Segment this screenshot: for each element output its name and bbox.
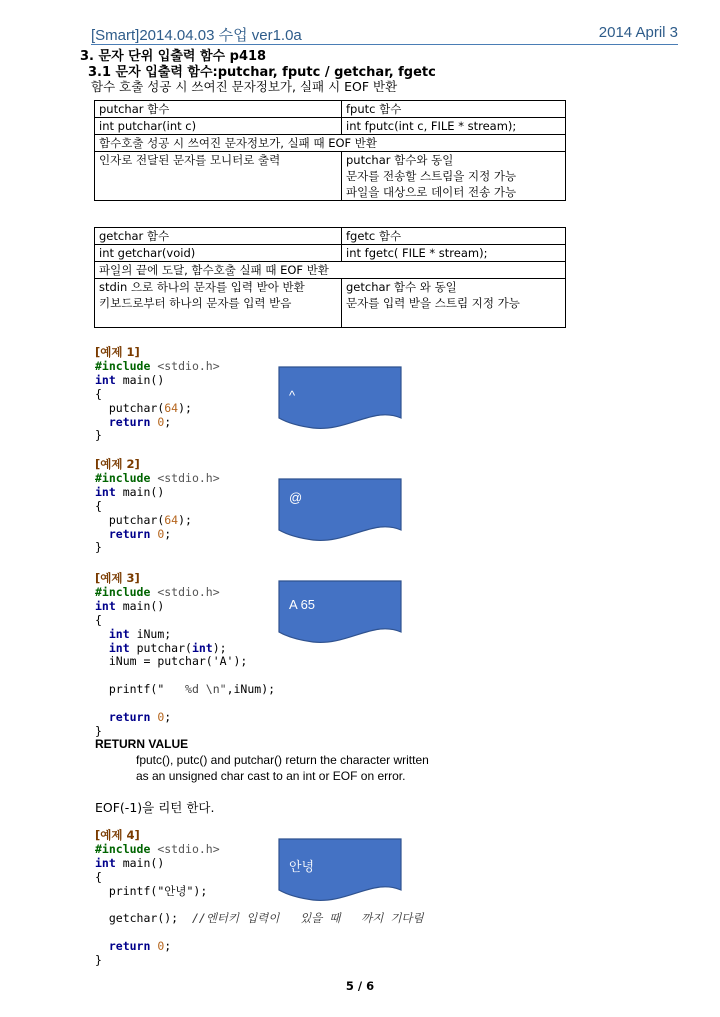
return-value-title: RETURN VALUE [95,737,189,751]
table-cell-line: 키보드로부터 하나의 문자를 입력 받음 [99,296,292,310]
return-value-line: as an unsigned char cast to an int or EOF on error. [136,768,406,783]
subsection-title: 3.1 문자 입출력 함수:putchar, fputc / getchar, fgetc [88,65,436,80]
output-label: A 65 [289,597,316,612]
return-value-line: fputc(), putc() and putchar() return the character written [136,753,429,767]
table-row [95,152,566,201]
header-title: [Smart]2014.04.03 수업 ver1.0a [91,27,302,44]
table-row [95,245,566,262]
output-label: @ [289,490,303,505]
table-cell [342,279,566,328]
output-shape-3 [278,580,402,646]
table-cell [95,279,342,328]
table-cell: int fputc(int c, FILE * stream); [342,118,566,135]
table-cell: putchar 함수 [95,101,342,118]
table-cell-line: 문자를 전송할 스트림을 지정 가능 [346,169,517,183]
table-cell: int putchar(int c) [95,118,342,135]
table-cell: int getchar(void) [95,245,342,262]
table-cell-line: getchar 함수 와 동일 [346,280,457,294]
example-label: [예제 1] [95,345,140,359]
output-label: 안녕 [289,859,315,874]
example-label: [예제 3] [95,571,140,585]
table-row [95,262,566,279]
table-cell: 함수호출 성공 시 쓰여진 문자정보가, 실패 때 EOF 반환 [95,135,566,152]
document-shape [278,580,402,646]
example-label: [예제 2] [95,457,140,471]
example-label: [예제 4] [95,828,140,842]
output-shape-1 [278,366,402,432]
description: 함수 호출 성공 시 쓰여진 문자정보가, 실패 시 EOF 반환 [91,79,398,94]
eof-note: EOF(-1)을 리턴 한다. [95,800,215,815]
table-cell: getchar 함수 [95,228,342,245]
table-cell-line: stdin 으로 하나의 문자를 입력 받아 반환 [99,280,305,294]
output-label: ^ [289,388,296,403]
table-cell: fgetc 함수 [342,228,566,245]
table-cell: 인자로 전달된 문자를 모니터로 출력 [95,152,342,201]
return-value-body [136,753,429,784]
output-shape-2 [278,478,402,544]
table-cell [342,152,566,201]
document-shape [278,366,402,432]
table-cell: int fgetc( FILE * stream); [342,245,566,262]
output-shape-4 [278,838,402,904]
table-row [95,118,566,135]
header-date: 2014 April 3 [598,24,678,41]
code-example-2: [예제 2] #include <stdio.h> int main() { putchar(64); return 0; } [95,457,220,555]
table-cell: fputc 함수 [342,101,566,118]
putchar-fputc-table [94,100,566,201]
section-title: 3. 문자 단위 입출력 함수 p418 [80,49,267,64]
code-example-1: [예제 1] #include <stdio.h> int main() { putchar(64); return 0; } [95,345,220,443]
table-row [95,135,566,152]
table-cell-line: putchar 함수와 동일 [346,153,454,167]
table-row [95,279,566,328]
page-number: 5 / 6 [345,979,375,993]
code-example-4: [예제 4] #include <stdio.h> int main() { printf("안녕"); getchar(); //엔터키 입력이 있을 때 까지 기다림 return 0; } [95,828,424,968]
table-row [95,228,566,245]
table-cell: 파일의 끝에 도달, 함수호출 실패 때 EOF 반환 [95,262,566,279]
table-row [95,101,566,118]
code-example-3: [예제 3] #include <stdio.h> int main() { int iNum; int putchar(int); iNum = putchar('A'); printf(" %d \n",iNum); return 0; } [95,571,276,738]
getchar-fgetc-table [94,227,566,328]
document-shape [278,478,402,544]
table-cell-line: 파일을 대상으로 데이터 전송 가능 [346,185,517,199]
table-cell-line: 문자를 입력 받을 스트림 지정 가능 [346,296,520,310]
